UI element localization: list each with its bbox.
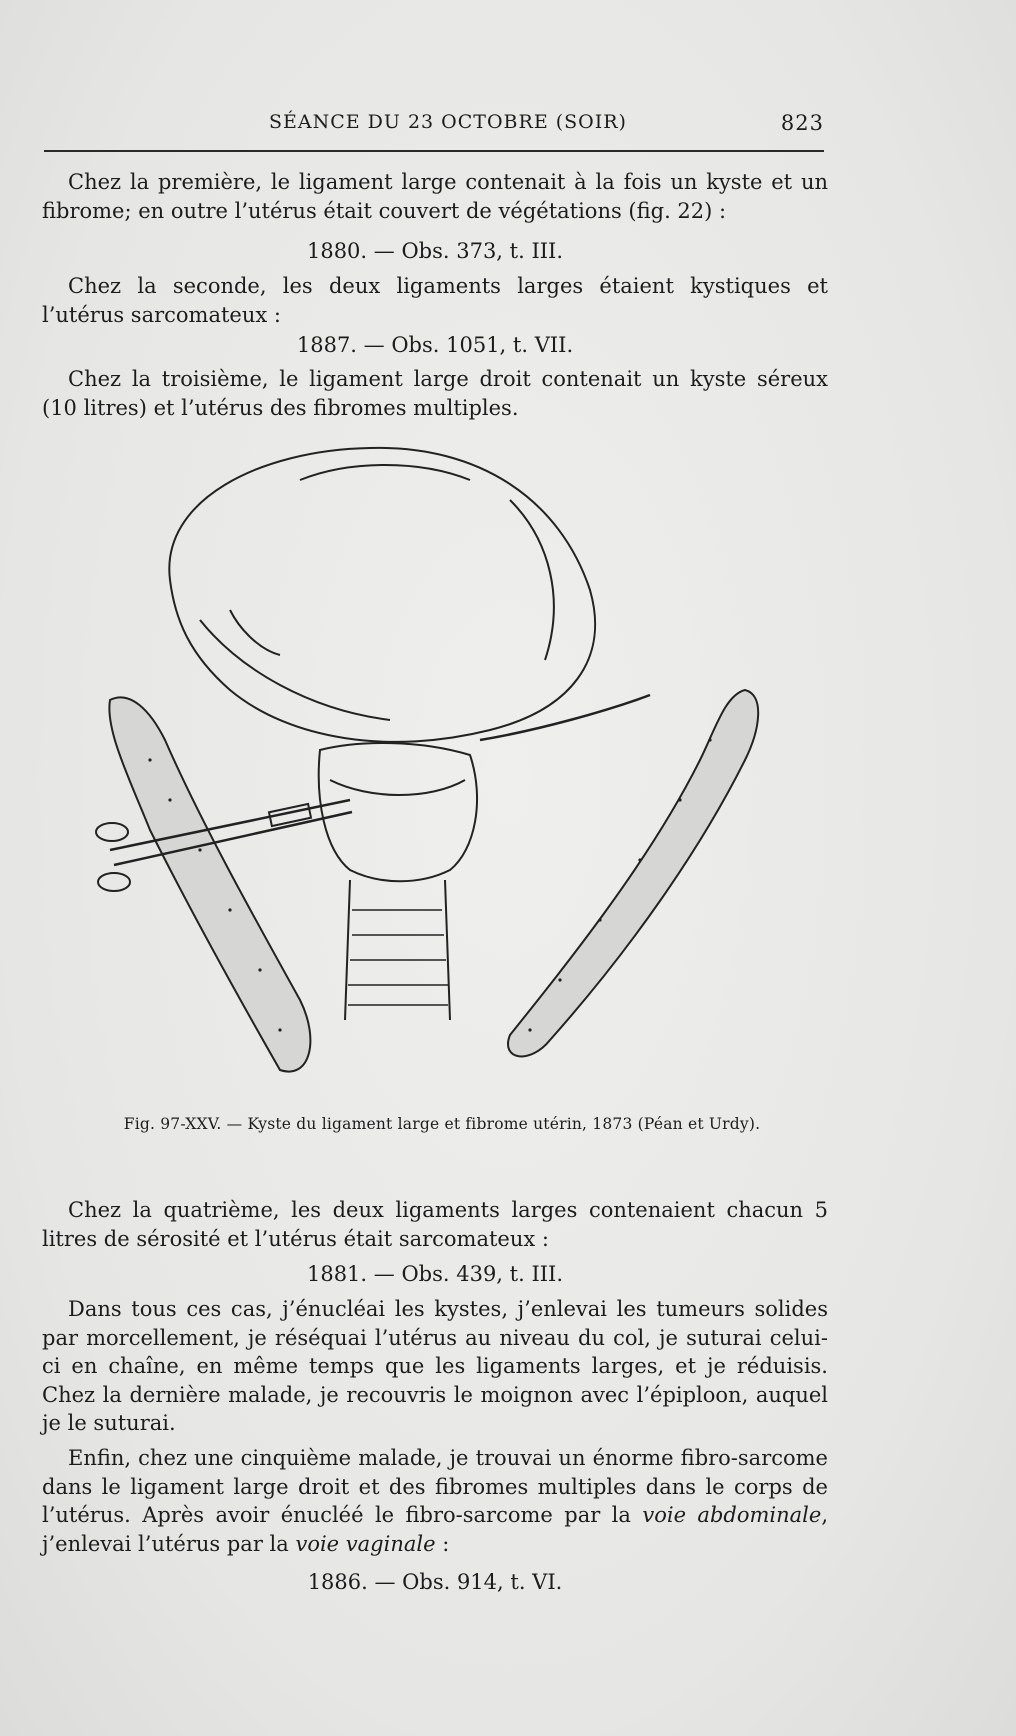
paragraph-3: Chez la troisième, le ligament large droit contenait un kyste séreux (10 litres) et l’utérus des fibromes multiples. [42, 367, 828, 420]
reference-3: 1881. — Obs. 439, t. III. [306, 1262, 564, 1286]
paragraph-6-text-mid: , j’enlevai l’utérus par la [42, 1503, 828, 1556]
reference-4: 1886. — Obs. 914, t. VI. [307, 1570, 563, 1594]
header-title: SÉANCE DU 23 OCTOBRE (SOIR) [269, 111, 627, 133]
paragraph-6-emphasis-1: voie abdominale [642, 1503, 822, 1527]
paragraph-6-text-end: : [435, 1531, 450, 1556]
uterus [319, 743, 477, 881]
paragraph-4: Chez la quatrième, les deux ligaments larges contenaient chacun 5 litres de sérosité et l’utérus était sarcomateux : [42, 1198, 828, 1251]
paragraph-2: Chez la seconde, les deux ligaments larges étaient kystiques et l’utérus sarcomateux : [42, 274, 828, 327]
paragraph-6-emphasis-2: voie vaginale [295, 1531, 436, 1556]
vaginal-canal [345, 880, 450, 1020]
reference-2: 1887. — Obs. 1051, t. VII. [296, 333, 574, 357]
left-ligament [109, 697, 310, 1071]
paragraph-1: Chez la première, le ligament large contenait à la fois un kyste et un fibrome; en outre l’utérus était couvert de végétations (fig. 22) : [42, 170, 828, 223]
anatomical-figure [90, 440, 780, 1100]
header-rule [44, 150, 824, 152]
reference-1: 1880. — Obs. 373, t. III. [306, 239, 564, 263]
paragraph-5: Dans tous ces cas, j’énucléai les kystes, j’enlevai les tumeurs solides par morcellement, je réséquai l’utérus au niveau du col, je suturai celui-ci en chaîne, en même temps que les ligaments larges, et je réduisis. Chez la dernière malade, je recouvris le moignon avec l’épiploon, auquel je le suturai. [42, 1297, 828, 1435]
paragraph-6-text: Enfin, chez une cinquième malade, je trouvai un énorme fibro-sarcome dans le ligament large droit et des fibromes multiples dans le corps de l’utérus. Après avoir énucléé le fibro-sarcome par la [42, 1446, 828, 1527]
cyst-outline [169, 448, 595, 742]
paragraph-6 [42, 1444, 828, 1558]
right-ligament [508, 690, 758, 1056]
running-header [44, 108, 824, 142]
page-number: 823 [780, 111, 824, 135]
figure-caption: Fig. 97-XXV. — Kyste du ligament large et fibrome utérin, 1873 (Péan et Urdy). [123, 1115, 761, 1133]
